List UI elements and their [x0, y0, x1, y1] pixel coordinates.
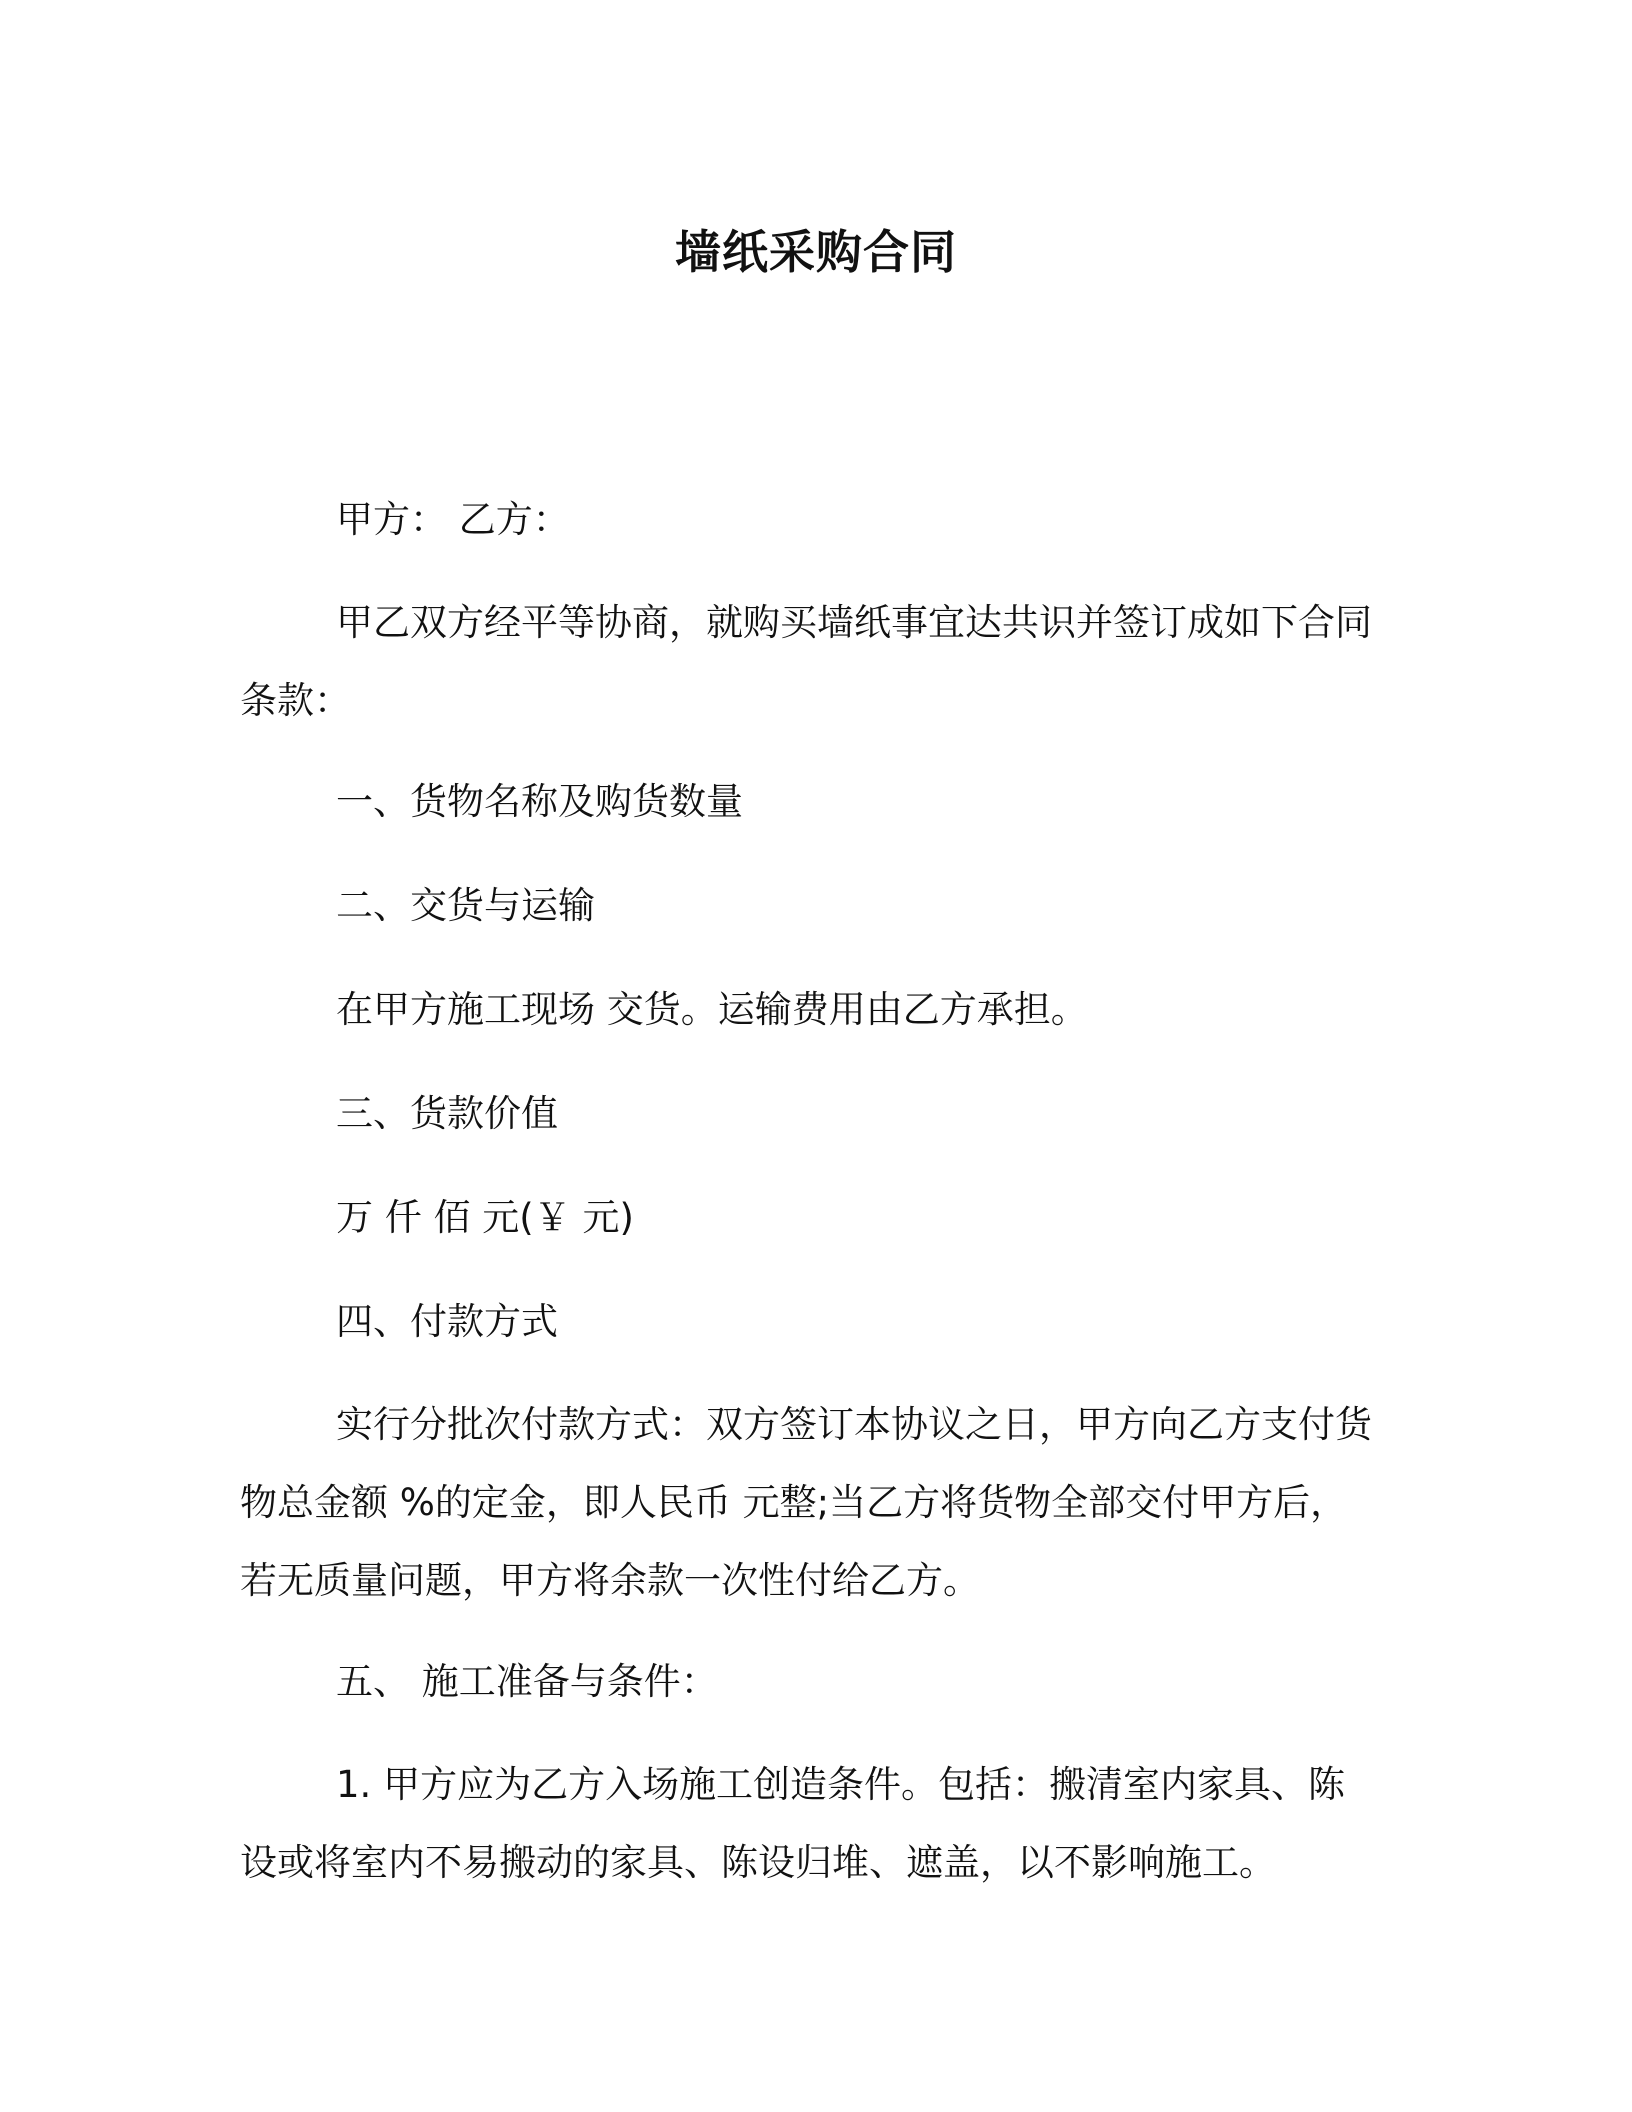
section-3-heading: 三、货款价值 [336, 1092, 558, 1135]
section-4-body: 实行分批次付款方式：双方签订本协议之日，甲方向乙方支付货物总金额 %的定金，即人民币 元整;当乙方将货物全部交付甲方后，若无质量问题，甲方将余款一次性付给乙方。 [240, 1403, 1372, 1602]
section-1-heading: 一、货物名称及购货数量 [336, 780, 743, 823]
section-4-heading: 四、付款方式 [336, 1300, 558, 1343]
section-2-body: 在甲方施工现场 交货。运输费用由乙方承担。 [336, 988, 1088, 1031]
section-2-heading: 二、交货与运输 [336, 884, 595, 927]
section-3-body: 万 仟 佰 元(￥ 元) [336, 1196, 634, 1239]
parties-line: 甲方： 乙方： [336, 498, 570, 541]
intro-paragraph: 甲乙双方经平等协商，就购买墙纸事宜达共识并签订成如下合同条款： [240, 601, 1372, 722]
section-5-heading: 五、 施工准备与条件： [336, 1660, 718, 1703]
section-5-item-1: 1. 甲方应为乙方入场施工创造条件。包括：搬清室内家具、陈设或将室内不易搬动的家具、陈设归堆、遮盖，以不影响施工。 [240, 1763, 1346, 1884]
document-title: 墙纸采购合同 [675, 225, 957, 279]
